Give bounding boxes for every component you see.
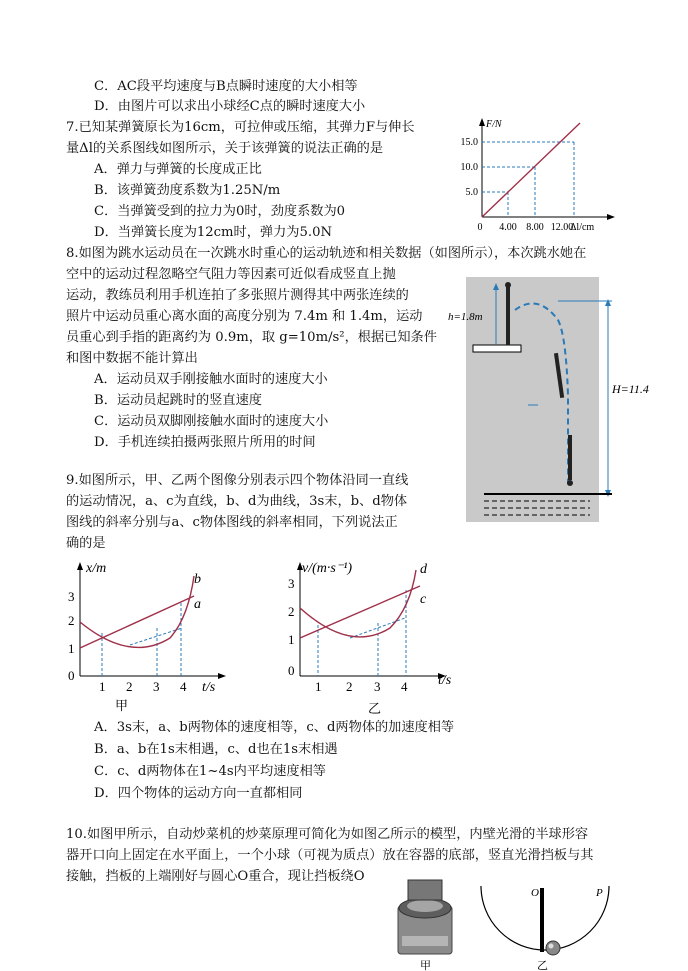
q7-option-b: B．该弹簧劲度系数为1.25N/m bbox=[94, 183, 281, 198]
curve-d bbox=[300, 570, 416, 637]
platform bbox=[473, 345, 521, 352]
q9-right-xtick: 3 bbox=[374, 679, 381, 694]
q9-left-xlabel: t/s bbox=[202, 680, 216, 695]
q6-option-c: C．AC段平均速度与B点瞬时速度的大小相等 bbox=[94, 79, 358, 94]
q7-ylabel: F/N bbox=[486, 119, 502, 130]
q9-right-caption: 乙 bbox=[368, 701, 382, 716]
q8-option-c: C．运动员双脚刚接触水面时的速度大小 bbox=[94, 414, 329, 429]
q10-cooking-machine-figure bbox=[390, 876, 460, 971]
q8-option-a: A．运动员双手刚接触水面时的速度大小 bbox=[94, 372, 328, 387]
q9-right-ytick: 0 bbox=[288, 663, 295, 678]
q9-option-c: C．c、d两物体在1~4s内平均速度相等 bbox=[94, 764, 326, 779]
q9-right-xtick: 2 bbox=[346, 679, 353, 694]
q10-stem-line1: 10.如图甲所示，自动炒菜机的炒菜原理可简化为如图乙所示的模型，内壁光滑的半球形容 bbox=[66, 827, 589, 842]
q7-option-a: A．弹力与弹簧的长度成正比 bbox=[94, 162, 262, 177]
q9-left-xtick: 3 bbox=[153, 679, 160, 694]
q9-left-xtick: 1 bbox=[99, 679, 106, 694]
q9-left-xtick: 2 bbox=[126, 679, 133, 694]
q9-option-a: A．3s末，a、b两物体的速度相等，c、d两物体的加速度相等 bbox=[94, 720, 455, 735]
q9-left-xtick: 4 bbox=[180, 679, 187, 694]
q9-stem-line1: 9.如图所示，甲、乙两个图像分别表示四个物体沿同一直线 bbox=[66, 473, 409, 488]
q9-graph-right bbox=[280, 558, 465, 716]
q9-right-ytick: 2 bbox=[288, 604, 295, 619]
q9-left-caption: 甲 bbox=[115, 698, 129, 713]
baffle-plate bbox=[540, 888, 544, 952]
q9-left-ylabel: x/m bbox=[86, 561, 107, 576]
q8-stem-line6: 和图中数据不能计算出 bbox=[66, 351, 198, 366]
q10-fig-left-caption: 甲 bbox=[420, 960, 431, 971]
curve-b bbox=[80, 576, 194, 647]
q7-xtick: 12.00 bbox=[550, 222, 574, 233]
q9-right-ytick: 3 bbox=[288, 576, 295, 591]
q9-right-xtick: 1 bbox=[315, 679, 322, 694]
q7-force-line bbox=[482, 123, 580, 217]
q7-stem-line2: 量Δl的关系图线如图所示，关于该弹簧的说法正确的是 bbox=[66, 141, 384, 156]
q10-hemisphere-figure bbox=[478, 882, 628, 971]
q9-left-ytick: 1 bbox=[68, 641, 75, 656]
line-a bbox=[80, 596, 194, 648]
q9-right-xtick: 4 bbox=[401, 679, 408, 694]
q8-stem-line2: 空中的运动过程忽略空气阻力等因素可近似看成竖直上抛 bbox=[66, 267, 396, 282]
q7-option-d: D．当弹簧长度为12cm时，弹力为5.0N bbox=[94, 225, 333, 240]
curve-label-b: b bbox=[194, 572, 201, 587]
q7-stem-line1: 7.已知某弹簧原长为16cm，可拉伸或压缩，其弹力F与伸长 bbox=[66, 120, 415, 135]
q8-option-d: D．手机连续拍摄两张照片所用的时间 bbox=[94, 435, 316, 450]
H-label: H=11.4 bbox=[612, 382, 649, 396]
q9-stem-line2: 的运动情况，a、c为直线，b、d为曲线，3s末，b、d物体 bbox=[66, 494, 408, 509]
q10-fig-right-caption: 乙 bbox=[537, 960, 548, 971]
curve-label-c: c bbox=[420, 592, 427, 607]
q9-stem-line4: 确的是 bbox=[66, 536, 106, 551]
q8-stem-line1: 8.如图为跳水运动员在一次跳水时重心的运动轨迹和相关数据（如图所示），本次跳水她在 bbox=[66, 246, 587, 261]
label-O: O bbox=[531, 887, 539, 899]
q7-xtick: 4.00 bbox=[499, 222, 517, 233]
h-label: h=1.8m bbox=[448, 311, 483, 323]
q9-option-d: D．四个物体的运动方向一直都相同 bbox=[94, 786, 303, 801]
q7-ytick: 10.0 bbox=[460, 162, 478, 173]
q9-right-xlabel: t/s bbox=[438, 673, 452, 688]
q9-stem-line3: 图线的斜率分别与a、c物体图线的斜率相同，下列说法正 bbox=[66, 515, 398, 530]
q9-left-ytick: 3 bbox=[68, 589, 75, 604]
figure-background bbox=[466, 277, 599, 522]
hemisphere-container bbox=[481, 886, 609, 950]
q7-spring-graph bbox=[440, 115, 620, 240]
q8-option-b: B．运动员起跳时的竖直速度 bbox=[94, 393, 262, 408]
label-P: P bbox=[596, 887, 603, 899]
curve-label-a: a bbox=[194, 597, 201, 612]
q9-graph-left bbox=[60, 558, 240, 716]
q7-ytick: 5.0 bbox=[465, 187, 478, 198]
q9-left-ytick: 2 bbox=[68, 613, 75, 628]
q8-stem-line5: 员重心到手指的距离约为 0.9m，取 g=10m/s²，根据已知条件 bbox=[66, 330, 437, 345]
q7-option-c: C．当弹簧受到的拉力为0时，劲度系数为0 bbox=[94, 204, 346, 219]
q6-option-d: D．由图片可以求出小球经C点的瞬时速度大小 bbox=[94, 99, 366, 114]
q7-xlabel: Δl/cm bbox=[570, 222, 595, 233]
q9-option-b: B．a、b在1s末相遇，c、d也在1s末相遇 bbox=[94, 742, 338, 757]
q10-stem-line3: 接触，挡板的上端刚好与圆心O重合，现让挡板绕O bbox=[66, 869, 365, 884]
q10-stem-line2: 器开口向上固定在水平面上，一个小球（可视为质点）放在容器的底部，竖直光滑挡板与其 bbox=[66, 848, 594, 863]
q7-ytick: 15.0 bbox=[460, 137, 478, 148]
q9-right-ytick: 1 bbox=[288, 632, 295, 647]
q8-diving-figure bbox=[440, 275, 685, 525]
q8-stem-line4: 照片中运动员重心离水面的高度分别为 7.4m 和 1.4m，运动 bbox=[66, 309, 423, 324]
small-ball bbox=[546, 941, 560, 955]
q7-xtick: 0 bbox=[477, 222, 483, 233]
q9-left-ytick: 0 bbox=[68, 668, 75, 683]
q7-xtick: 8.00 bbox=[526, 222, 544, 233]
q9-right-ylabel: v/(m·s⁻¹) bbox=[302, 561, 353, 576]
q8-stem-line3: 运动，教练员利用手机连拍了多张照片测得其中两张连续的 bbox=[66, 288, 409, 303]
curve-label-d: d bbox=[420, 562, 427, 577]
